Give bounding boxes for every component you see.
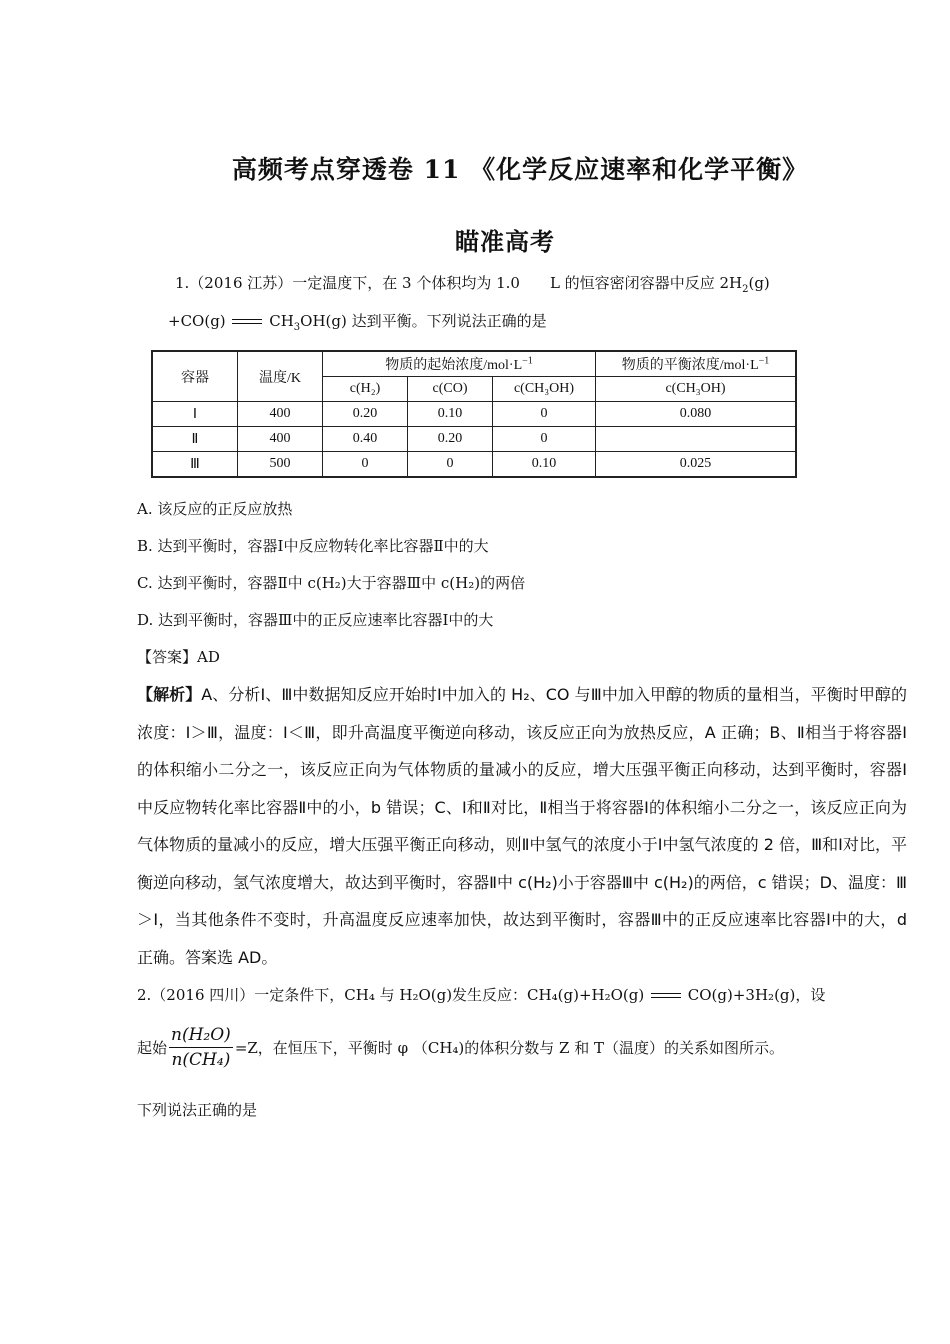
question-1-line-2: +CO(g) $CH_3OH(g)$ 达到平衡。下列说法正确的是 [168,312,547,333]
cell-co: 0.10 [408,402,493,427]
section-subtitle: 瞄准高考 [455,227,555,256]
cell-ch3oh: 0 [493,427,596,452]
cell-h2: 0.20 [323,402,408,427]
cell-h2: 0.40 [323,427,408,452]
table-row [152,452,796,478]
question-2-line-2: 起始 $\frac{\text{n(H₂O)}}{\text{n(CH₄)}}$ =Z，在恒压下，平衡时 φ （CH₄)的体积分数与 Z 和 T（温度）的关系如图所示。 [137,1025,785,1070]
subheader-co: c(CO) [408,377,493,402]
concentration-table [151,350,797,478]
table-header-row [152,351,796,377]
ratio-fraction: $\frac{\text{n(H₂O)}}{\text{n(CH₄)}}$ [171,1025,231,1070]
header-initial-concentration: 物质的起始浓度$/mol\cdot L^{-1}$ [323,351,596,377]
question-2-line-1: 2.（2016 四川）一定条件下，CH₄ 与 H₂O(g)发生反应：CH₄(g)+H₂O(g) CO(g)+3H₂(g)，设 [137,986,826,1004]
question-2-line-3: 下列说法正确的是 [137,1101,258,1119]
analysis-paragraph [137,676,907,976]
cell-h2: 0 [323,452,408,478]
cell-container: Ⅲ [152,452,238,478]
header-container: 容器 [152,351,238,402]
page-title: 高频考点穿透卷 11 《化学反应速率和化学平衡》 [231,155,809,184]
subheader-eq-ch3oh: c(CH₃OH) [596,377,797,402]
cell-ch3oh: 0 [493,402,596,427]
equilibrium-arrow-icon [232,317,262,327]
cell-container: Ⅱ [152,427,238,452]
option-d: D. 达到平衡时，容器Ⅲ中的正反应速率比容器Ⅰ中的大 [137,611,494,629]
cell-container: Ⅰ [152,402,238,427]
table-row [152,427,796,452]
analysis-head: 【解析】 [137,685,202,704]
cell-eq: 0.080 [596,402,797,427]
cell-ch3oh: 0.10 [493,452,596,478]
option-b: B. 达到平衡时，容器Ⅰ中反应物转化率比容器Ⅱ中的大 [137,537,489,555]
cell-temperature: 400 [238,402,323,427]
header-temperature: 温度/K [238,351,323,402]
answer-line: 【答案】AD [137,648,220,666]
header-equilibrium-concentration: 物质的平衡浓度$/mol\cdot L^{-1}$ [596,351,797,377]
cell-eq: 0.025 [596,452,797,478]
option-a: A. 该反应的正反应放热 [137,500,293,518]
cell-co: 0.20 [408,427,493,452]
table-row [152,402,796,427]
analysis-body: A、分析Ⅰ、Ⅲ中数据知反应开始时Ⅰ中加入的 H₂、CO 与Ⅲ中加入甲醇的物质的量相当，平衡时甲醇的浓度：Ⅰ＞Ⅲ，温度：Ⅰ＜Ⅲ，即升高温度平衡逆向移动，该反应正向为放热反应，A 正确；B、Ⅱ相当于将容器Ⅰ的体积缩小二分之一，该反应正向为气体物质的量减小的反应，增大压强平衡正向移动，达到平衡时，容器Ⅰ中反应物转化率比容器Ⅱ中的小，b 错误；C、Ⅰ和Ⅱ对比，Ⅱ相当于将容器Ⅰ的体积缩小二分之一，该反应正向为气体物质的量减小的反应，增大压强平衡正向移动，则Ⅱ中氢气的浓度小于Ⅰ中氢气浓度的 2 倍，Ⅲ和Ⅰ对比，平衡逆向移动，氢气浓度增大，故达到平衡时，容器Ⅱ中 c(H₂)小于容器Ⅲ中 c(H₂)的两倍，c 错误；D、温度：Ⅲ＞Ⅰ，当其他条件不变时，升高温度反应速率加快，故达到平衡时，容器Ⅲ中的正反应速率比容器Ⅰ中的大，d 正确。答案选 AD。 [137,685,907,967]
cell-eq [596,427,797,452]
cell-co: 0 [408,452,493,478]
equilibrium-arrow-icon [651,991,681,1001]
cell-temperature: 500 [238,452,323,478]
subheader-h2: c(H₂) [323,377,408,402]
question-1-line-1: 1.（2016 江苏）一定温度下，在 3 个体积均为 1.0 L 的恒容密闭容器中反应 $2H_2(g)$ [175,274,770,295]
option-c: C. 达到平衡时，容器Ⅱ中 c(H₂)大于容器Ⅲ中 c(H₂)的两倍 [137,574,526,592]
subheader-ch3oh: c(CH₃OH) [493,377,596,402]
cell-temperature: 400 [238,427,323,452]
